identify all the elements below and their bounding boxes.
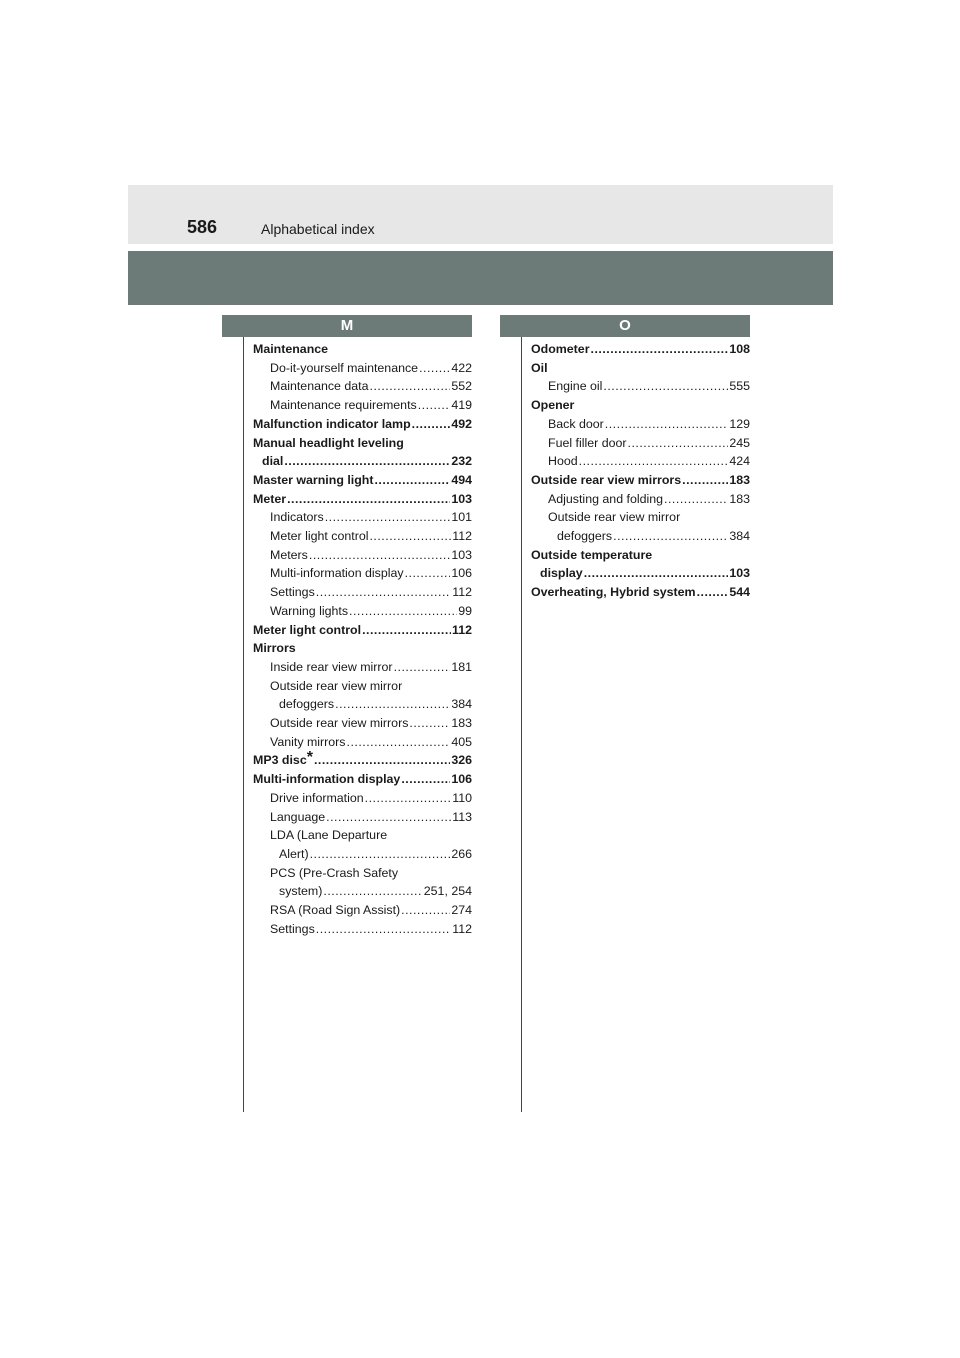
index-entry <box>253 527 472 546</box>
entry-term: Settings <box>270 921 315 936</box>
index-entry <box>253 826 472 845</box>
letter-heading-m: M <box>222 315 472 337</box>
dot-leader <box>284 452 450 471</box>
entry-page-ref: 405 <box>451 734 472 749</box>
entry-term: Malfunction indicator lamp <box>253 416 411 431</box>
dot-leader <box>409 714 450 733</box>
section-title: Alphabetical index <box>261 221 375 237</box>
index-entry <box>531 527 750 546</box>
entry-term: Back door <box>548 416 604 431</box>
dot-leader <box>287 490 450 509</box>
page-number: 586 <box>187 217 218 237</box>
entry-term: Meter light control <box>253 622 362 637</box>
index-entry <box>253 639 472 658</box>
index-entry <box>253 452 472 471</box>
entry-term: Mirrors <box>253 641 296 656</box>
entry-term: Opener <box>531 398 575 413</box>
entry-page-ref: 544 <box>729 585 750 600</box>
entry-page-ref: 112 <box>452 585 472 600</box>
dot-leader <box>584 564 729 583</box>
dot-leader <box>347 733 451 752</box>
entry-term: Overheating, Hybrid system <box>531 585 696 600</box>
entry-page-ref: 181 <box>451 659 472 674</box>
index-entry <box>531 508 750 527</box>
entry-page-ref: 266 <box>451 846 472 861</box>
entry-page-ref: 103 <box>729 566 750 581</box>
entry-term: Master warning light <box>253 472 374 487</box>
index-entry <box>253 658 472 677</box>
entry-term: Fuel filler door <box>548 435 627 450</box>
index-entry <box>531 396 750 415</box>
dot-leader <box>316 920 451 939</box>
dot-leader <box>613 527 728 546</box>
entry-term: Outside rear view mirror <box>548 510 681 525</box>
dot-leader <box>374 471 450 490</box>
index-entry <box>253 583 472 602</box>
index-entry <box>253 564 472 583</box>
index-entry <box>253 602 472 621</box>
entry-page-ref: 108 <box>729 342 750 356</box>
dot-leader <box>419 359 450 378</box>
dot-leader <box>325 508 451 527</box>
index-entry <box>531 359 750 378</box>
entry-page-ref: 419 <box>451 398 472 413</box>
index-entry <box>531 340 750 359</box>
dot-leader <box>370 377 451 396</box>
entry-page-ref: 251, 254 <box>423 884 472 899</box>
header-bar <box>128 185 833 244</box>
index-entry <box>253 471 472 490</box>
index-entry <box>253 864 472 883</box>
index-entry <box>253 882 472 901</box>
entry-term: MP3 disc <box>253 753 307 768</box>
index-entry <box>531 452 750 471</box>
index-entry <box>253 434 472 453</box>
entry-term: Manual headlight leveling <box>253 435 404 450</box>
dot-leader <box>697 583 729 602</box>
entry-term: Oil <box>531 360 548 375</box>
entry-term: PCS (Pre-Crash Safety <box>270 865 399 880</box>
entry-term: Meter <box>253 491 287 506</box>
entry-term: Hood <box>548 454 578 469</box>
index-entry <box>253 546 472 565</box>
dot-leader <box>401 770 450 789</box>
entry-term: dial <box>262 454 284 469</box>
entry-page-ref: 494 <box>451 472 472 487</box>
dot-leader <box>412 415 451 434</box>
dot-leader <box>591 340 729 359</box>
index-entry <box>531 434 750 453</box>
entry-term: Adjusting and folding <box>548 491 664 506</box>
entry-term: Alert) <box>279 846 309 861</box>
entry-page-ref: 424 <box>729 454 750 469</box>
entry-page-ref: 183 <box>451 716 472 731</box>
dot-leader <box>579 452 729 471</box>
dot-leader <box>323 882 422 901</box>
entry-term: Maintenance data <box>270 379 369 394</box>
entry-page-ref: 183 <box>729 472 750 487</box>
entry-term: Language <box>270 809 326 824</box>
entry-page-ref: 112 <box>452 622 472 637</box>
entry-page-ref: 492 <box>451 416 472 431</box>
entry-page-ref: 326 <box>451 753 472 768</box>
entry-term: Outside temperature <box>531 547 653 562</box>
index-entry <box>253 415 472 434</box>
entry-page-ref: 99 <box>458 603 472 618</box>
index-entry <box>531 415 750 434</box>
entry-term: Multi-information display <box>270 566 404 581</box>
index-entry: MP3 disc * ..... 326 <box>253 751 472 770</box>
entry-term: Maintenance <box>253 342 329 356</box>
entry-page-ref: 129 <box>729 416 750 431</box>
index-entry <box>253 677 472 696</box>
entry-page-ref: 113 <box>452 809 472 824</box>
entry-term: Maintenance requirements <box>270 398 417 413</box>
index-entry <box>253 733 472 752</box>
dot-leader <box>335 695 450 714</box>
index-entry <box>253 490 472 509</box>
entry-term: Odometer <box>531 342 590 356</box>
entry-term: defoggers <box>557 529 613 544</box>
entry-page-ref: 245 <box>729 435 750 450</box>
index-entry <box>253 621 472 640</box>
dot-leader <box>309 546 450 565</box>
entry-page-ref: 103 <box>451 547 472 562</box>
entry-page-ref: 106 <box>451 566 472 581</box>
index-entry <box>531 471 750 490</box>
index-entry <box>253 396 472 415</box>
dot-leader <box>628 434 729 453</box>
index-entry <box>253 808 472 827</box>
index-entry <box>253 340 472 359</box>
entry-term: Warning lights <box>270 603 349 618</box>
index-entry <box>253 901 472 920</box>
index-entry <box>531 377 750 396</box>
entry-term: system) <box>279 884 323 899</box>
dot-leader <box>418 396 451 415</box>
entry-page-ref: 112 <box>452 529 472 544</box>
entry-term: Engine oil <box>548 379 603 394</box>
entry-term: Do-it-yourself maintenance <box>270 360 419 375</box>
index-entry <box>531 564 750 583</box>
dot-leader <box>682 471 728 490</box>
entry-page-ref: 274 <box>451 903 472 918</box>
index-entry <box>253 508 472 527</box>
index-entry <box>253 714 472 733</box>
entry-term: Settings <box>270 585 315 600</box>
entry-term: Indicators <box>270 510 324 525</box>
dot-leader <box>394 658 451 677</box>
column-rule-right <box>521 337 522 1112</box>
dot-leader <box>365 789 452 808</box>
entry-term: Outside rear view mirrors <box>270 716 409 731</box>
entry-term: Multi-information display <box>253 772 401 787</box>
entry-term: Outside rear view mirrors <box>531 472 682 487</box>
entry-term: Vanity mirrors <box>270 734 346 749</box>
entry-page-ref: 384 <box>729 529 750 544</box>
entry-page-ref: 110 <box>452 790 472 805</box>
dot-leader <box>326 808 451 827</box>
dot-leader <box>316 583 451 602</box>
index-entry <box>253 377 472 396</box>
dot-leader <box>349 602 457 621</box>
entry-page-ref: 384 <box>451 697 472 712</box>
chapter-band <box>128 251 833 305</box>
index-entry <box>531 583 750 602</box>
dot-leader <box>664 490 728 509</box>
column-rule-left <box>243 337 244 1112</box>
entry-page-ref: 101 <box>451 510 472 525</box>
index-entry <box>253 920 472 939</box>
entry-page-ref: 103 <box>451 491 472 506</box>
index-entry <box>253 845 472 864</box>
dot-leader <box>603 377 728 396</box>
entry-term: LDA (Lane Departure <box>270 828 388 843</box>
entry-term: display <box>540 566 583 581</box>
entry-term: Inside rear view mirror <box>270 659 393 674</box>
entry-page-ref: 422 <box>451 360 472 375</box>
index-entry <box>253 359 472 378</box>
index-entry <box>531 546 750 565</box>
index-entry <box>531 490 750 509</box>
entry-term: Meters <box>270 547 308 562</box>
entry-page-ref: 112 <box>452 921 472 936</box>
index-column-m <box>253 340 472 939</box>
dot-leader <box>369 527 451 546</box>
entry-term: RSA (Road Sign Assist) <box>270 903 401 918</box>
entry-page-ref: 183 <box>729 491 750 506</box>
entry-page-ref: 555 <box>729 379 750 394</box>
entry-term: defoggers <box>279 697 335 712</box>
dot-leader <box>314 751 450 770</box>
entry-term: Drive information <box>270 790 364 805</box>
dot-leader <box>405 564 451 583</box>
entry-term: Meter light control <box>270 529 369 544</box>
index-entry <box>253 789 472 808</box>
dot-leader <box>362 621 451 640</box>
dot-leader <box>310 845 451 864</box>
index-column-o <box>531 340 750 602</box>
dot-leader <box>605 415 729 434</box>
index-entry <box>253 695 472 714</box>
entry-page-ref: 232 <box>451 454 472 469</box>
index-entry <box>253 770 472 789</box>
letter-heading-o: O <box>500 315 750 337</box>
dot-leader <box>401 901 450 920</box>
entry-page-ref: 106 <box>451 772 472 787</box>
entry-term: Outside rear view mirror <box>270 678 403 693</box>
entry-page-ref: 552 <box>451 379 472 394</box>
